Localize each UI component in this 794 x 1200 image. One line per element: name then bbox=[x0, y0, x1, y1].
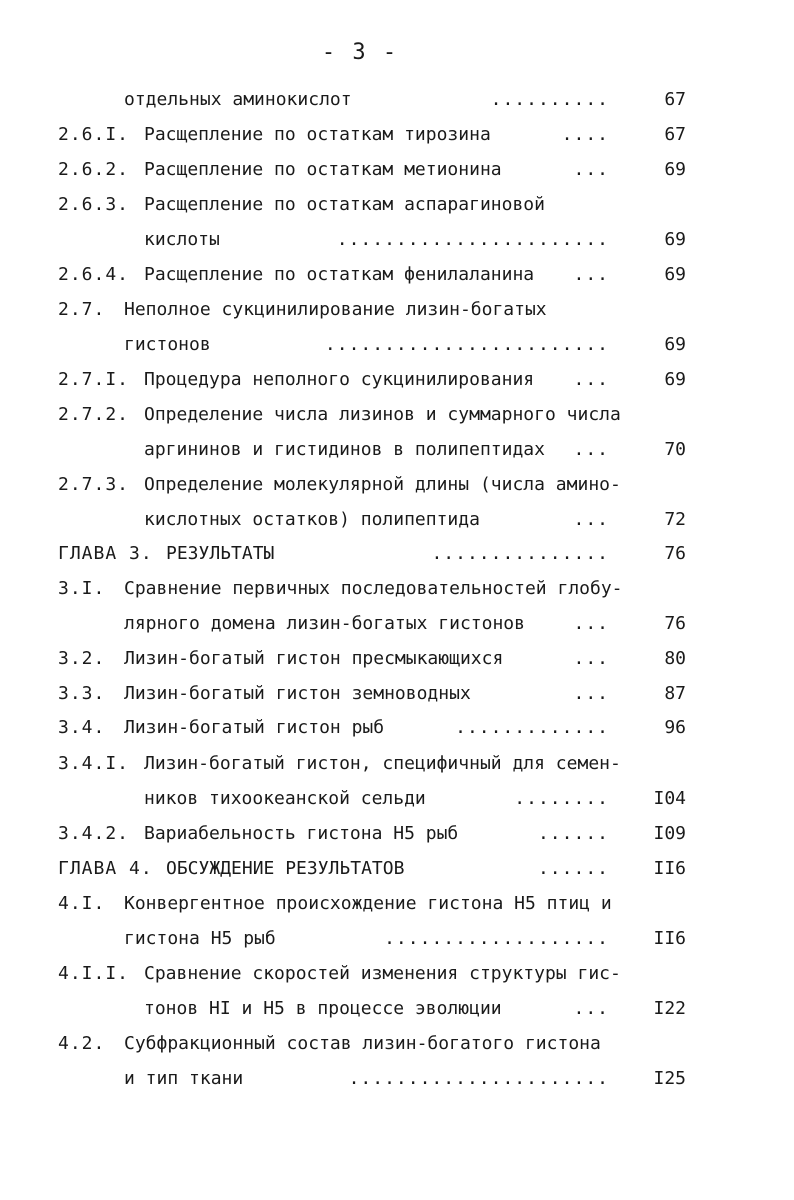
toc-entry-title: Определение числа лизинов и суммарного числа bbox=[144, 404, 621, 425]
toc-entry-title: РЕЗУЛЬТАТЫ bbox=[166, 543, 275, 564]
toc-entry-title: Лизин-богатый гистон земноводных bbox=[124, 683, 471, 704]
toc-entry-number: 3.4. bbox=[58, 717, 106, 738]
toc-page-number: 67 bbox=[664, 89, 686, 110]
toc-entry-title: лярного домена лизин-богатых гистонов bbox=[124, 613, 525, 634]
toc-entry bbox=[0, 750, 794, 778]
toc-page-number: II6 bbox=[653, 928, 686, 949]
toc-entry bbox=[0, 680, 794, 708]
toc-leader-dots: ........ bbox=[514, 788, 609, 809]
toc-leader-dots: ... bbox=[573, 613, 609, 634]
toc-entry-title: аргининов и гистидинов в полипептидах bbox=[144, 439, 545, 460]
toc-entry-title: Сравнение первичных последовательностей глобу- bbox=[124, 578, 623, 599]
toc-leader-dots: ... bbox=[573, 264, 609, 285]
toc-entry-title: отдельных аминокислот bbox=[124, 89, 352, 110]
toc-entry-number: 3.4.2. bbox=[58, 823, 130, 844]
toc-entry bbox=[0, 471, 794, 499]
toc-leader-dots: ...... bbox=[537, 858, 609, 879]
toc-entry bbox=[0, 890, 794, 918]
toc-page-number: 76 bbox=[664, 613, 686, 634]
toc-leader-dots: ............. bbox=[455, 717, 609, 738]
toc-entry bbox=[0, 191, 794, 219]
toc-entry bbox=[0, 785, 794, 813]
toc-entry-number: 4.I. bbox=[58, 893, 106, 914]
toc-entry-number: 2.7.3. bbox=[58, 474, 130, 495]
toc-entry bbox=[0, 855, 794, 883]
toc-leader-dots: ...................... bbox=[348, 1068, 609, 1089]
toc-entry bbox=[0, 156, 794, 184]
toc-entry-title: и тип ткани bbox=[124, 1068, 244, 1089]
toc-entry-title: тонов HI и Н5 в процессе эволюции bbox=[144, 998, 502, 1019]
toc-entry-number: 2.6.2. bbox=[58, 159, 130, 180]
toc-entry bbox=[0, 436, 794, 464]
toc-entry bbox=[0, 610, 794, 638]
toc-leader-dots: ...... bbox=[537, 823, 609, 844]
toc-leader-dots: .... bbox=[561, 124, 609, 145]
toc-entry-title: Лизин-богатый гистон, специфичный для семен- bbox=[144, 753, 621, 774]
toc-page-number: 69 bbox=[664, 369, 686, 390]
toc-page-number: I22 bbox=[653, 998, 686, 1019]
toc-page-number: 87 bbox=[664, 683, 686, 704]
toc-entry bbox=[0, 995, 794, 1023]
toc-entry bbox=[0, 925, 794, 953]
toc-leader-dots: ... bbox=[573, 159, 609, 180]
toc-entry-number: 3.3. bbox=[58, 683, 106, 704]
toc-entry bbox=[0, 226, 794, 254]
toc-entry bbox=[0, 540, 794, 568]
toc-entry-title: гистона Н5 рыб bbox=[124, 928, 276, 949]
toc-entry-title: кислоты bbox=[144, 229, 220, 250]
toc-leader-dots: ... bbox=[573, 369, 609, 390]
toc-page-number: 96 bbox=[664, 717, 686, 738]
toc-page-number: 67 bbox=[664, 124, 686, 145]
toc-page-number: 76 bbox=[664, 543, 686, 564]
toc-entry bbox=[0, 575, 794, 603]
toc-entry bbox=[0, 506, 794, 534]
toc-entry-number: 3.2. bbox=[58, 648, 106, 669]
toc-entry-title: Субфракционный состав лизин-богатого гистона bbox=[124, 1033, 601, 1054]
toc-page-number: 80 bbox=[664, 648, 686, 669]
toc-entry bbox=[0, 645, 794, 673]
toc-entry bbox=[0, 960, 794, 988]
toc-entry-number: 2.6.I. bbox=[58, 124, 130, 145]
toc-page-number: 69 bbox=[664, 334, 686, 355]
toc-entry bbox=[0, 401, 794, 429]
toc-entry-number: 4.I.I. bbox=[58, 963, 130, 984]
toc-entry-title: гистонов bbox=[124, 334, 211, 355]
toc-page-number: I09 bbox=[653, 823, 686, 844]
toc-page-number: II6 bbox=[653, 858, 686, 879]
toc-entry-title: Расщепление по остаткам фенилаланина bbox=[144, 264, 535, 285]
toc-leader-dots: ................... bbox=[384, 928, 609, 949]
toc-entry-title: ников тихоокеанской сельди bbox=[144, 788, 426, 809]
toc-leader-dots: ....................... bbox=[336, 229, 609, 250]
toc-page-number: 72 bbox=[664, 509, 686, 530]
toc-entry-number: 4.2. bbox=[58, 1033, 106, 1054]
page-number: - 3 - bbox=[321, 40, 399, 65]
toc-page-number: 70 bbox=[664, 439, 686, 460]
toc-entry-title: Процедура неполного сукцинилирования bbox=[144, 369, 535, 390]
toc-leader-dots: ........................ bbox=[324, 334, 609, 355]
toc-page-number: I25 bbox=[653, 1068, 686, 1089]
toc-entry bbox=[0, 820, 794, 848]
toc-entry bbox=[0, 86, 794, 114]
toc-leader-dots: ... bbox=[573, 439, 609, 460]
toc-leader-dots: ... bbox=[573, 648, 609, 669]
toc-entry-title: Лизин-богатый гистон рыб bbox=[124, 717, 385, 738]
toc-leader-dots: ... bbox=[573, 509, 609, 530]
toc-page-number: 69 bbox=[664, 159, 686, 180]
toc-entry bbox=[0, 366, 794, 394]
toc-entry bbox=[0, 121, 794, 149]
toc-leader-dots: ............... bbox=[431, 543, 609, 564]
toc-entry-title: Неполное сукцинилирование лизин-богатых bbox=[124, 299, 547, 320]
toc-entry-title: ОБСУЖДЕНИЕ РЕЗУЛЬТАТОВ bbox=[166, 858, 405, 879]
toc-entry-number: 3.I. bbox=[58, 578, 106, 599]
toc-entry bbox=[0, 296, 794, 324]
toc-entry-number: 2.7.I. bbox=[58, 369, 130, 390]
toc-entry-title: Расщепление по остаткам метионина bbox=[144, 159, 502, 180]
toc-entry-number: ГЛАВА 3. bbox=[58, 543, 153, 564]
toc-entry-title: Расщепление по остаткам тирозина bbox=[144, 124, 491, 145]
toc-entry-title: Конвергентное происхождение гистона Н5 птиц и bbox=[124, 893, 612, 914]
toc-entry-title: Лизин-богатый гистон пресмыкающихся bbox=[124, 648, 504, 669]
toc-leader-dots: ... bbox=[573, 998, 609, 1019]
toc-entry-number: ГЛАВА 4. bbox=[58, 858, 153, 879]
toc-entry-title: Вариабельность гистона Н5 рыб bbox=[144, 823, 459, 844]
toc-entry-number: 3.4.I. bbox=[58, 753, 130, 774]
toc-page-number: I04 bbox=[653, 788, 686, 809]
toc-entry-number: 2.7. bbox=[58, 299, 106, 320]
toc-entry-title: кислотных остатков) полипептида bbox=[144, 509, 480, 530]
toc-page-number: 69 bbox=[664, 229, 686, 250]
toc-entry-title: Расщепление по остаткам аспарагиновой bbox=[144, 194, 545, 215]
toc-entry-number: 2.6.3. bbox=[58, 194, 130, 215]
toc-entry bbox=[0, 1030, 794, 1058]
toc-entry bbox=[0, 1065, 794, 1093]
toc-entry-title: Определение молекулярной длины (числа амино- bbox=[144, 474, 621, 495]
toc-page-number: 69 bbox=[664, 264, 686, 285]
toc-entry bbox=[0, 331, 794, 359]
toc-entry-number: 2.7.2. bbox=[58, 404, 130, 425]
toc-entry bbox=[0, 714, 794, 742]
toc-entry-title: Сравнение скоростей изменения структуры гис- bbox=[144, 963, 621, 984]
toc-entry-number: 2.6.4. bbox=[58, 264, 130, 285]
toc-leader-dots: ... bbox=[573, 683, 609, 704]
toc-leader-dots: .......... bbox=[490, 89, 609, 110]
toc-entry bbox=[0, 261, 794, 289]
